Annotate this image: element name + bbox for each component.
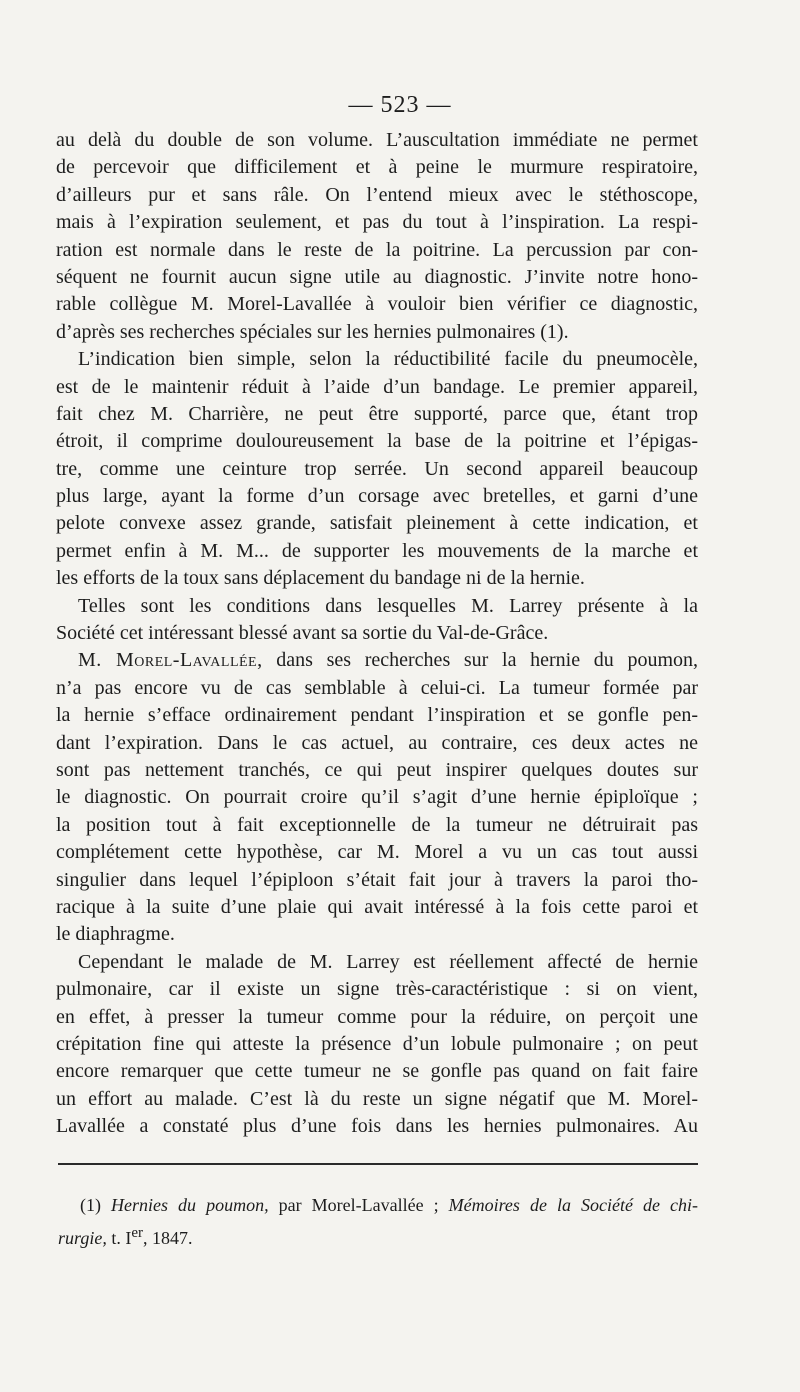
text-line: pulmonaire, car il existe un signe très-caractéristique : si on vient, <box>56 978 698 1001</box>
footnote-title: Hernies du poumon, <box>111 1195 269 1215</box>
text-line: complétement cette hypothèse, car M. Morel a vu un cas tout aussi <box>56 841 698 864</box>
text-line: d’après ses recherches spéciales sur les hernies pulmonaires (1). <box>56 320 569 343</box>
footnote-author: par Morel-Lavallée ; <box>268 1195 449 1215</box>
footnote-divider <box>58 1163 698 1165</box>
text-line: le diagnostic. On pourrait croire qu’il s’agit d’une hernie épiploïque ; <box>56 786 698 809</box>
footnote-line <box>80 1191 698 1219</box>
text-line: la position tout à fait exceptionnelle de la tumeur ne détruirait pas <box>56 813 698 836</box>
text-line: racique à la suite d’une plaie qui avait intéressé à la fois cette paroi et <box>56 895 698 918</box>
text-fragment: dans ses recherches sur la hernie du poumon, <box>262 649 698 672</box>
text-line: mais à l’expiration seulement, et pas du tout à l’inspiration. La respi- <box>56 211 698 234</box>
text-line: Lavallée a constaté plus d’une fois dans les hernies pulmonaires. Au <box>56 1115 698 1138</box>
footnote-journal-cont: rurgie, <box>58 1228 107 1248</box>
text-line: ration est normale dans le reste de la poitrine. La percussion par con- <box>56 238 698 261</box>
text-line: plus large, ayant la forme d’un corsage avec bretelles, et garni d’une <box>56 485 698 508</box>
text-line: les efforts de la toux sans déplacement du bandage ni de la hernie. <box>56 567 585 590</box>
text-line: encore remarquer que cette tumeur ne se gonfle pas quand on fait faire <box>56 1060 698 1083</box>
paragraph <box>56 949 698 1141</box>
paragraph <box>56 593 698 648</box>
footnote-year: , 1847. <box>143 1228 193 1248</box>
text-line: n’a pas encore vu de cas semblable à celui-ci. La tumeur formée par <box>56 676 698 699</box>
footnote-volume: t. I <box>106 1228 132 1248</box>
speaker-name: M. Morel-Lavallée, <box>78 649 263 672</box>
text-line <box>56 647 698 674</box>
footnote-journal: Mémoires de la Société de chi- <box>448 1195 698 1215</box>
text-line: le diaphragme. <box>56 923 175 946</box>
page-number: — 523 — <box>348 92 452 118</box>
text-line: L’indication bien simple, selon la réductibilité facile du pneumocèle, <box>78 348 698 371</box>
body-text <box>56 127 698 1140</box>
footnote-marker: (1) <box>80 1195 101 1215</box>
text-line: d’ailleurs pur et sans râle. On l’entend mieux avec le stéthoscope, <box>56 183 698 206</box>
text-line: Société cet intéressant blessé avant sa sortie du Val-de-Grâce. <box>56 622 549 645</box>
text-line: Cependant le malade de M. Larrey est réellement affecté de hernie <box>78 950 698 973</box>
paragraph <box>56 647 698 948</box>
text-line: tre, comme une ceinture trop serrée. Un second appareil beaucoup <box>56 457 698 480</box>
text-line: rable collègue M. Morel-Lavallée à vouloir bien vérifier ce diagnostic, <box>56 293 698 316</box>
text-line: permet enfin à M. M... de supporter les mouvements de la marche et <box>56 539 698 562</box>
text-line: au delà du double de son volume. L’auscultation immédiate ne permet <box>56 129 698 151</box>
text-line: est de le maintenir réduit à l’aide d’un bandage. Le premier appareil, <box>56 375 698 398</box>
text-line: dant l’expiration. Dans le cas actuel, au contraire, ces deux actes ne <box>56 731 698 754</box>
text-line: Telles sont les conditions dans lesquelles M. Larrey présente à la <box>78 594 698 617</box>
text-line: singulier dans lequel l’épiploon s’était fait jour à travers la paroi tho- <box>56 868 698 891</box>
text-line: étroit, il comprime douloureusement la base de la poitrine et l’épigas- <box>56 430 698 453</box>
footnote <box>58 1191 698 1248</box>
text-line: sont pas nettement tranchés, ce qui peut inspirer quelques doutes sur <box>56 758 698 781</box>
footnote-volume-sup: er <box>131 1225 143 1241</box>
footnote-line <box>58 1219 698 1247</box>
text-line: de percevoir que difficilement et à peine le murmure respiratoire, <box>56 156 698 179</box>
text-line: en effet, à presser la tumeur comme pour la réduire, on perçoit une <box>56 1005 698 1028</box>
paragraph <box>56 346 698 593</box>
text-line: crépitation fine qui atteste la présence d’un lobule pulmonaire ; on peut <box>56 1032 698 1055</box>
text-line: fait chez M. Charrière, ne peut être supporté, parce que, étant trop <box>56 402 698 425</box>
text-line: séquent ne fournit aucun signe utile au diagnostic. J’invite notre hono- <box>56 265 698 288</box>
text-line: la hernie s’efface ordinairement pendant l’inspiration et se gonfle pen- <box>56 704 698 727</box>
text-line: pelote convexe assez grande, satisfait pleinement à cette indication, et <box>56 512 698 535</box>
text-line: un effort au malade. C’est là du reste un signe négatif que M. Morel- <box>56 1087 698 1110</box>
paragraph <box>56 127 698 346</box>
